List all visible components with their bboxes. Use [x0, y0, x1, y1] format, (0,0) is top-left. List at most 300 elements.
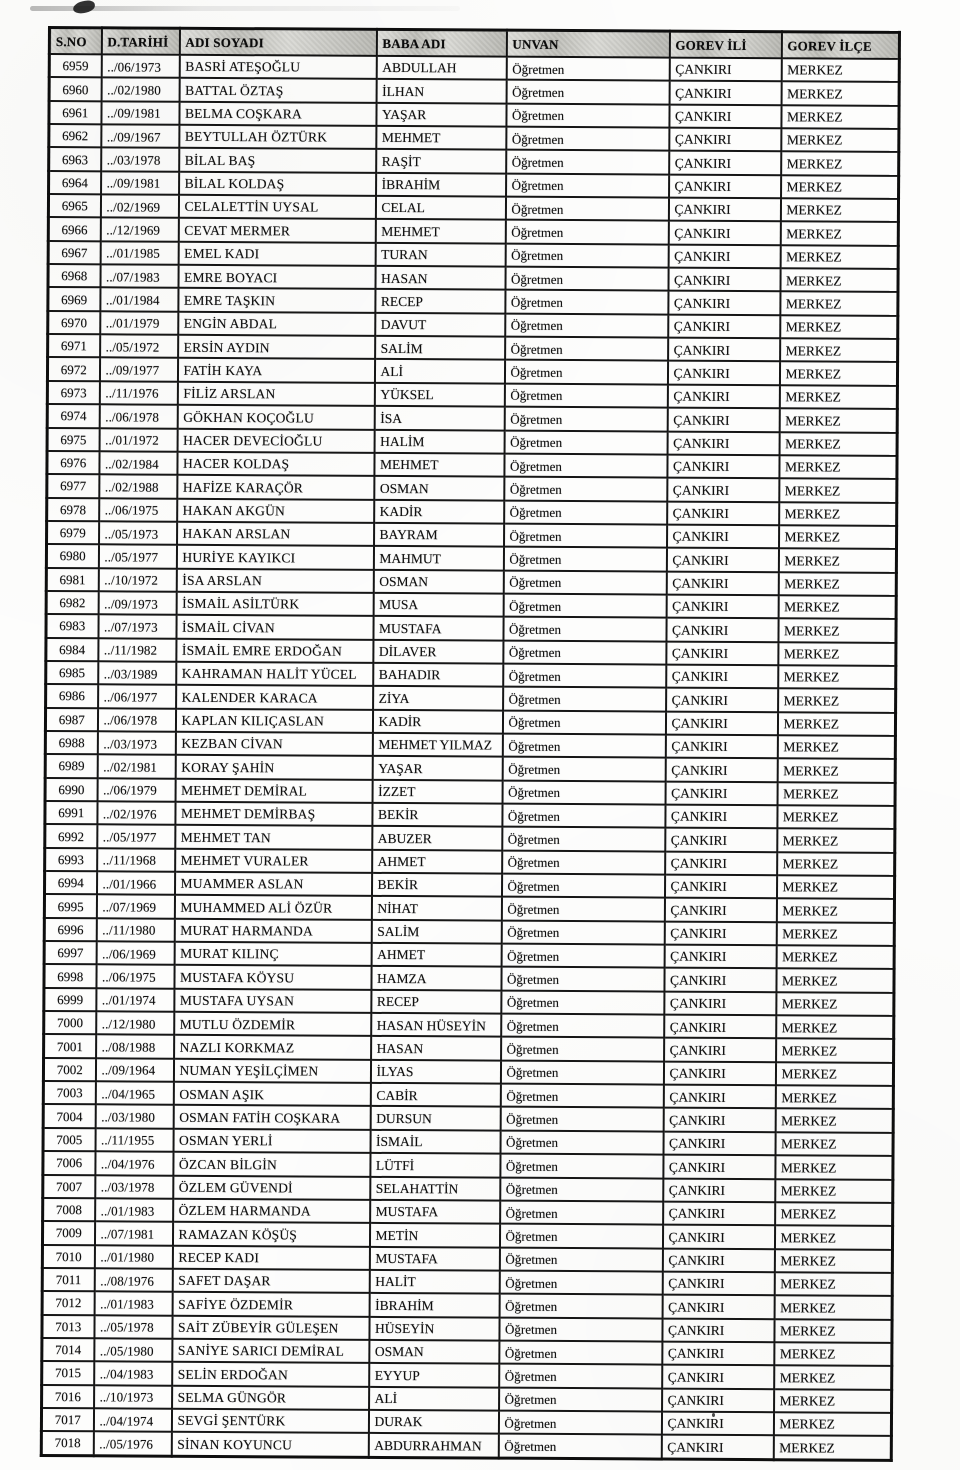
cell-duty-district: MERKEZ: [775, 1132, 893, 1156]
cell-duty-district: MERKEZ: [775, 1155, 893, 1179]
cell-duty-district: MERKEZ: [773, 1412, 891, 1436]
cell-father-name: YAŞAR: [372, 756, 502, 780]
cell-serial-number: 6992: [45, 824, 97, 848]
cell-duty-district: MERKEZ: [776, 945, 894, 969]
cell-duty-province: ÇANKIRI: [666, 548, 778, 572]
cell-full-name: SAFET DAŞAR: [172, 1269, 369, 1293]
cell-full-name: ÖZLEM GÜVENDİ: [173, 1175, 370, 1199]
cell-birth-date: ../03/1978: [101, 148, 179, 172]
cell-duty-district: MERKEZ: [778, 642, 896, 666]
cell-serial-number: 6972: [47, 357, 99, 381]
cell-birth-date: ../11/1968: [97, 848, 175, 872]
cell-birth-date: ../05/1977: [97, 825, 175, 849]
cell-serial-number: 6971: [48, 334, 100, 358]
cell-full-name: EMRE BOYACI: [178, 265, 375, 289]
cell-father-name: ABUZER: [372, 826, 502, 850]
cell-serial-number: 6959: [49, 54, 101, 78]
cell-full-name: RAMAZAN KÖŞÜŞ: [172, 1222, 369, 1246]
cell-serial-number: 6984: [46, 638, 98, 662]
cell-title: Öğretmen: [503, 640, 666, 664]
cell-serial-number: 7000: [44, 1011, 96, 1035]
cell-father-name: ALİ: [374, 359, 504, 383]
cell-father-name: İSMAİL: [370, 1130, 500, 1154]
cell-duty-district: MERKEZ: [776, 899, 894, 923]
cell-father-name: SELAHATTİN: [370, 1176, 500, 1200]
cell-birth-date: ../06/1979: [97, 778, 175, 802]
cell-duty-district: MERKEZ: [779, 408, 897, 432]
cell-full-name: İSMAİL ASİLTÜRK: [176, 592, 373, 616]
cell-duty-district: MERKEZ: [778, 688, 896, 712]
cell-title: Öğretmen: [504, 453, 667, 477]
cell-duty-province: ÇANKIRI: [665, 758, 777, 782]
cell-father-name: MUSA: [373, 593, 503, 617]
cell-serial-number: 6969: [48, 287, 100, 311]
cell-duty-district: MERKEZ: [774, 1225, 892, 1249]
cell-title: Öğretmen: [502, 710, 665, 734]
cell-birth-date: ../06/1969: [96, 941, 174, 965]
cell-title: Öğretmen: [505, 243, 668, 267]
cell-serial-number: 6990: [45, 778, 97, 802]
cell-title: Öğretmen: [501, 967, 664, 991]
cell-birth-date: ../09/1964: [95, 1058, 173, 1082]
cell-title: Öğretmen: [498, 1411, 661, 1435]
cell-father-name: YÜKSEL: [374, 383, 504, 407]
cell-duty-district: MERKEZ: [779, 432, 897, 456]
cell-duty-province: ÇANKIRI: [663, 1108, 775, 1132]
cell-duty-province: ÇANKIRI: [665, 711, 777, 735]
cell-title: Öğretmen: [502, 780, 665, 804]
cell-serial-number: 7010: [42, 1245, 94, 1269]
cell-father-name: İLHAN: [376, 79, 506, 103]
cell-birth-date: ../05/1977: [98, 545, 176, 569]
cell-full-name: SAFİYE ÖZDEMİR: [172, 1292, 369, 1316]
cell-duty-province: ÇANKIRI: [668, 314, 780, 338]
cell-duty-district: MERKEZ: [776, 922, 894, 946]
cell-full-name: SELİN ERDOĞAN: [172, 1362, 369, 1386]
cell-duty-district: MERKEZ: [775, 1179, 893, 1203]
cell-father-name: ABDULLAH: [376, 56, 506, 80]
cell-father-name: İBRAHİM: [369, 1293, 499, 1317]
cell-serial-number: 6989: [45, 754, 97, 778]
cell-serial-number: 6997: [44, 941, 96, 965]
cell-title: Öğretmen: [504, 477, 667, 501]
cell-birth-date: ../01/1979: [100, 311, 178, 335]
cell-duty-district: MERKEZ: [774, 1319, 892, 1343]
cell-duty-province: ÇANKIRI: [666, 571, 778, 595]
cell-birth-date: ../09/1981: [101, 101, 179, 125]
cell-serial-number: 6985: [46, 661, 98, 685]
cell-father-name: OSMAN: [374, 476, 504, 500]
cell-birth-date: ../12/1969: [100, 218, 178, 242]
cell-father-name: OSMAN: [369, 1340, 499, 1364]
cell-full-name: İSMAİL EMRE ERDOĞAN: [176, 638, 373, 662]
cell-father-name: HÜSEYİN: [369, 1316, 499, 1340]
cell-serial-number: 6986: [46, 684, 98, 708]
cell-duty-province: ÇANKIRI: [667, 361, 779, 385]
cell-serial-number: 6995: [44, 894, 96, 918]
cell-full-name: GÖKHAN KOÇOĞLU: [177, 405, 374, 429]
cell-title: Öğretmen: [505, 337, 668, 361]
cell-title: Öğretmen: [506, 150, 669, 174]
cell-duty-district: MERKEZ: [779, 525, 897, 549]
cell-title: Öğretmen: [499, 1341, 662, 1365]
cell-title: Öğretmen: [501, 1037, 664, 1061]
cell-duty-province: ÇANKIRI: [664, 945, 776, 969]
cell-birth-date: ../06/1975: [99, 498, 177, 522]
cell-birth-date: ../01/1983: [95, 1198, 173, 1222]
cell-title: Öğretmen: [499, 1247, 662, 1271]
cell-title: Öğretmen: [504, 430, 667, 454]
cell-duty-province: ÇANKIRI: [662, 1295, 774, 1319]
cell-birth-date: ../10/1972: [98, 568, 176, 592]
cell-father-name: SALİM: [375, 336, 505, 360]
cell-birth-date: ../01/1974: [96, 988, 174, 1012]
cell-duty-province: ÇANKIRI: [667, 454, 779, 478]
cell-duty-district: MERKEZ: [778, 665, 896, 689]
cell-full-name: MUSTAFA UYSAN: [174, 988, 371, 1012]
cell-birth-date: ../05/1973: [99, 521, 177, 545]
cell-duty-province: ÇANKIRI: [665, 735, 777, 759]
cell-full-name: OSMAN YERLİ: [173, 1129, 370, 1153]
cell-duty-district: MERKEZ: [778, 618, 896, 642]
cell-father-name: TURAN: [375, 243, 505, 267]
cell-duty-province: ÇANKIRI: [668, 338, 780, 362]
cell-duty-district: MERKEZ: [780, 292, 898, 316]
cell-title: Öğretmen: [501, 874, 664, 898]
cell-birth-date: ../06/1978: [99, 404, 177, 428]
cell-full-name: MURAT KILINÇ: [174, 942, 371, 966]
cell-father-name: İLYAS: [370, 1060, 500, 1084]
header-cell-1: D.TARİHİ: [101, 28, 179, 55]
cell-full-name: İSMAİL CİVAN: [176, 615, 373, 639]
cell-title: Öğretmen: [505, 220, 668, 244]
cell-full-name: CELALETTİN UYSAL: [178, 195, 375, 219]
cell-serial-number: 6974: [47, 404, 99, 428]
cell-duty-district: MERKEZ: [781, 175, 899, 199]
cell-serial-number: 7014: [42, 1338, 94, 1362]
cell-duty-province: ÇANKIRI: [667, 408, 779, 432]
cell-father-name: İSA: [374, 406, 504, 430]
cell-duty-province: ÇANKIRI: [664, 1015, 776, 1039]
cell-duty-province: ÇANKIRI: [665, 781, 777, 805]
cell-duty-province: ÇANKIRI: [669, 151, 781, 175]
cell-serial-number: 6979: [47, 521, 99, 545]
cell-duty-district: MERKEZ: [777, 805, 895, 829]
cell-birth-date: ../04/1965: [95, 1081, 173, 1105]
cell-father-name: İZZET: [372, 780, 502, 804]
cell-duty-district: MERKEZ: [779, 502, 897, 526]
personnel-roster-table: [40, 26, 901, 1462]
cell-birth-date: ../05/1972: [100, 334, 178, 358]
cell-serial-number: 6975: [47, 428, 99, 452]
cell-father-name: ALİ: [369, 1386, 499, 1410]
cell-full-name: MUHAMMED ALİ ÖZÜR: [174, 895, 371, 919]
cell-serial-number: 6976: [47, 451, 99, 475]
cell-duty-province: ÇANKIRI: [664, 898, 776, 922]
cell-father-name: ABDURRAHMAN: [368, 1433, 498, 1458]
cell-father-name: LÜTFİ: [370, 1153, 500, 1177]
cell-birth-date: ../09/1981: [101, 171, 179, 195]
header-cell-3: BABA ADI: [376, 29, 506, 56]
cell-serial-number: 6982: [46, 591, 98, 615]
cell-duty-district: MERKEZ: [775, 1085, 893, 1109]
cell-title: Öğretmen: [505, 267, 668, 291]
cell-full-name: BEYTULLAH ÖZTÜRK: [179, 125, 376, 149]
cell-duty-district: MERKEZ: [778, 572, 896, 596]
cell-full-name: HAKAN AKGÜN: [177, 498, 374, 522]
table-row: [41, 1431, 891, 1460]
cell-serial-number: 7003: [43, 1081, 95, 1105]
cell-serial-number: 6988: [45, 731, 97, 755]
cell-serial-number: 6983: [46, 614, 98, 638]
cell-serial-number: 6999: [44, 988, 96, 1012]
cell-duty-district: MERKEZ: [778, 548, 896, 572]
cell-serial-number: 6993: [45, 848, 97, 872]
cell-father-name: DİLAVER: [373, 639, 503, 663]
cell-full-name: SEVGİ ŞENTÜRK: [171, 1409, 368, 1433]
cell-duty-district: MERKEZ: [781, 128, 899, 152]
cell-duty-province: ÇANKIRI: [668, 198, 780, 222]
cell-serial-number: 6980: [46, 544, 98, 568]
cell-title: Öğretmen: [506, 127, 669, 151]
header-cell-0: S.NO: [49, 28, 101, 55]
cell-full-name: OSMAN FATİH COŞKARA: [173, 1105, 370, 1129]
cell-father-name: BAYRAM: [374, 523, 504, 547]
cell-title: Öğretmen: [504, 360, 667, 384]
cell-father-name: BAHADIR: [373, 663, 503, 687]
cell-birth-date: ../01/1985: [100, 241, 178, 265]
cell-birth-date: ../01/1984: [100, 288, 178, 312]
cell-father-name: KADİR: [374, 499, 504, 523]
cell-full-name: HACER KOLDAŞ: [177, 452, 374, 476]
cell-serial-number: 6981: [46, 568, 98, 592]
cell-birth-date: ../05/1980: [94, 1338, 172, 1362]
cell-birth-date: ../07/1981: [94, 1221, 172, 1245]
cell-duty-district: MERKEZ: [780, 222, 898, 246]
cell-father-name: HASAN HÜSEYİN: [371, 1013, 501, 1037]
cell-full-name: KEZBAN CİVAN: [175, 732, 372, 756]
cell-serial-number: 7005: [43, 1128, 95, 1152]
cell-birth-date: ../07/1973: [98, 615, 176, 639]
cell-father-name: OSMAN: [373, 569, 503, 593]
cell-duty-district: MERKEZ: [777, 735, 895, 759]
cell-serial-number: 7006: [43, 1151, 95, 1175]
cell-title: Öğretmen: [500, 1154, 663, 1178]
cell-full-name: NUMAN YEŞİLÇİMEN: [173, 1059, 370, 1083]
cell-birth-date: ../01/1972: [99, 428, 177, 452]
cell-father-name: EYYUP: [369, 1363, 499, 1387]
cell-full-name: SİNAN KOYUNCU: [171, 1432, 368, 1457]
cell-duty-district: MERKEZ: [775, 1062, 893, 1086]
cell-serial-number: 6963: [49, 147, 101, 171]
cell-title: Öğretmen: [500, 1130, 663, 1154]
cell-title: Öğretmen: [500, 1084, 663, 1108]
cell-duty-district: MERKEZ: [780, 245, 898, 269]
cell-serial-number: 6966: [48, 217, 100, 241]
cell-title: Öğretmen: [502, 804, 665, 828]
cell-serial-number: 7015: [42, 1361, 94, 1385]
cell-birth-date: ../03/1973: [97, 731, 175, 755]
cell-duty-district: MERKEZ: [776, 992, 894, 1016]
cell-title: Öğretmen: [503, 594, 666, 618]
cell-duty-district: MERKEZ: [780, 268, 898, 292]
cell-birth-date: ../09/1967: [101, 124, 179, 148]
cell-full-name: MURAT HARMANDA: [174, 918, 371, 942]
cell-full-name: FİLİZ ARSLAN: [177, 382, 374, 406]
cell-birth-date: ../08/1976: [94, 1268, 172, 1292]
cell-father-name: YAŞAR: [376, 103, 506, 127]
cell-father-name: RECEP: [371, 990, 501, 1014]
cell-duty-province: ÇANKIRI: [667, 524, 779, 548]
cell-full-name: HAFİZE KARAÇÖR: [177, 475, 374, 499]
cell-duty-district: MERKEZ: [781, 82, 899, 106]
cell-duty-province: ÇANKIRI: [669, 104, 781, 128]
cell-father-name: CELAL: [375, 196, 505, 220]
cell-title: Öğretmen: [498, 1434, 661, 1459]
cell-serial-number: 6960: [49, 77, 101, 101]
cell-birth-date: ../03/1980: [95, 1105, 173, 1129]
cell-serial-number: 6977: [47, 474, 99, 498]
cell-title: Öğretmen: [502, 827, 665, 851]
cell-father-name: METİN: [369, 1223, 499, 1247]
cell-duty-district: MERKEZ: [774, 1272, 892, 1296]
cell-full-name: MUSTAFA KÖYSU: [174, 965, 371, 989]
cell-duty-province: ÇANKIRI: [666, 618, 778, 642]
cell-duty-province: ÇANKIRI: [668, 268, 780, 292]
cell-serial-number: 6964: [49, 171, 101, 195]
cell-full-name: MEHMET VURALER: [175, 848, 372, 872]
cell-father-name: ZİYA: [373, 686, 503, 710]
cell-serial-number: 6973: [47, 381, 99, 405]
cell-duty-district: MERKEZ: [778, 595, 896, 619]
cell-full-name: MUTLU ÖZDEMİR: [174, 1012, 371, 1036]
cell-full-name: OSMAN AŞIK: [173, 1082, 370, 1106]
cell-birth-date: ../02/1984: [99, 451, 177, 475]
cell-full-name: HURİYE KAYIKCI: [176, 545, 373, 569]
cell-duty-district: MERKEZ: [774, 1295, 892, 1319]
cell-duty-district: MERKEZ: [779, 385, 897, 409]
cell-birth-date: ../11/1980: [96, 918, 174, 942]
cell-serial-number: 7009: [42, 1221, 94, 1245]
cell-birth-date: ../04/1976: [95, 1151, 173, 1175]
cell-title: Öğretmen: [501, 944, 664, 968]
cell-duty-province: ÇANKIRI: [663, 1061, 775, 1085]
cell-title: Öğretmen: [503, 617, 666, 641]
cell-duty-district: MERKEZ: [775, 1109, 893, 1133]
cell-title: Öğretmen: [503, 547, 666, 571]
cell-duty-province: ÇANKIRI: [667, 478, 779, 502]
cell-duty-district: MERKEZ: [780, 198, 898, 222]
cell-title: Öğretmen: [502, 850, 665, 874]
cell-father-name: MUSTAFA: [370, 1200, 500, 1224]
cell-duty-province: ÇANKIRI: [669, 128, 781, 152]
cell-duty-province: ÇANKIRI: [665, 851, 777, 875]
cell-full-name: NAZLI KORKMAZ: [174, 1035, 371, 1059]
cell-duty-district: MERKEZ: [776, 969, 894, 993]
cell-birth-date: ../02/1988: [99, 474, 177, 498]
cell-birth-date: ../11/1955: [95, 1128, 173, 1152]
cell-title: Öğretmen: [506, 57, 669, 81]
cell-serial-number: 7001: [44, 1034, 96, 1058]
cell-duty-district: MERKEZ: [780, 315, 898, 339]
cell-duty-district: MERKEZ: [781, 152, 899, 176]
cell-duty-district: MERKEZ: [777, 759, 895, 783]
cell-father-name: MUSTAFA: [369, 1246, 499, 1270]
cell-birth-date: ../03/1989: [98, 661, 176, 685]
cell-full-name: KAHRAMAN HALİT YÜCEL: [176, 662, 373, 686]
cell-father-name: SALİM: [371, 920, 501, 944]
header-cell-5: GOREV İLİ: [669, 31, 781, 58]
cell-duty-province: ÇANKIRI: [663, 1131, 775, 1155]
cell-full-name: KALENDER KARACA: [176, 685, 373, 709]
cell-birth-date: ../11/1976: [99, 381, 177, 405]
cell-duty-district: MERKEZ: [777, 852, 895, 876]
cell-full-name: BELMA COŞKARA: [179, 101, 376, 125]
cell-birth-date: ../09/1973: [98, 591, 176, 615]
cell-father-name: RAŞİT: [376, 149, 506, 173]
cell-duty-district: MERKEZ: [773, 1435, 891, 1460]
cell-duty-province: ÇANKIRI: [663, 1155, 775, 1179]
cell-duty-province: ÇANKIRI: [668, 221, 780, 245]
cell-father-name: MUSTAFA: [373, 616, 503, 640]
header-cell-6: GOREV İLÇE: [781, 32, 899, 59]
cell-duty-province: ÇANKIRI: [661, 1411, 773, 1435]
cell-serial-number: 7008: [43, 1198, 95, 1222]
cell-title: Öğretmen: [505, 197, 668, 221]
cell-title: Öğretmen: [506, 173, 669, 197]
cell-duty-district: MERKEZ: [776, 1039, 894, 1063]
cell-birth-date: ../05/1978: [94, 1315, 172, 1339]
cell-serial-number: 7018: [41, 1431, 93, 1455]
cell-full-name: BATTAL ÖZTAŞ: [179, 78, 376, 102]
cell-father-name: DAVUT: [375, 313, 505, 337]
cell-father-name: MEHMET YILMAZ: [372, 733, 502, 757]
cell-duty-province: ÇANKIRI: [667, 384, 779, 408]
cell-birth-date: ../02/1981: [97, 755, 175, 779]
cell-title: Öğretmen: [504, 524, 667, 548]
cell-serial-number: 7002: [43, 1058, 95, 1082]
cell-birth-date: ../07/1969: [96, 895, 174, 919]
cell-duty-district: MERKEZ: [779, 455, 897, 479]
cell-title: Öğretmen: [503, 664, 666, 688]
cell-duty-district: MERKEZ: [774, 1249, 892, 1273]
cell-father-name: KADİR: [372, 710, 502, 734]
cell-duty-province: ÇANKIRI: [666, 688, 778, 712]
cell-duty-province: ÇANKIRI: [667, 501, 779, 525]
cell-duty-province: ÇANKIRI: [662, 1365, 774, 1389]
cell-duty-province: ÇANKIRI: [665, 805, 777, 829]
cell-father-name: MEHMET: [374, 453, 504, 477]
cell-title: Öğretmen: [499, 1270, 662, 1294]
cell-title: Öğretmen: [504, 500, 667, 524]
cell-duty-district: MERKEZ: [779, 362, 897, 386]
cell-full-name: HACER DEVECİOĞLU: [177, 428, 374, 452]
cell-father-name: BEKİR: [371, 873, 501, 897]
cell-full-name: BİLAL BAŞ: [179, 148, 376, 172]
cell-title: Öğretmen: [499, 1317, 662, 1341]
cell-full-name: ÖZCAN BİLGİN: [173, 1152, 370, 1176]
cell-title: Öğretmen: [505, 313, 668, 337]
cell-title: Öğretmen: [502, 757, 665, 781]
cell-duty-province: ÇANKIRI: [666, 665, 778, 689]
cell-title: Öğretmen: [504, 407, 667, 431]
cell-duty-province: ÇANKIRI: [667, 431, 779, 455]
cell-serial-number: 7016: [42, 1385, 94, 1409]
cell-father-name: HASAN: [375, 266, 505, 290]
cell-full-name: HAKAN ARSLAN: [177, 522, 374, 546]
cell-title: Öğretmen: [506, 103, 669, 127]
cell-birth-date: ../09/1977: [99, 358, 177, 382]
